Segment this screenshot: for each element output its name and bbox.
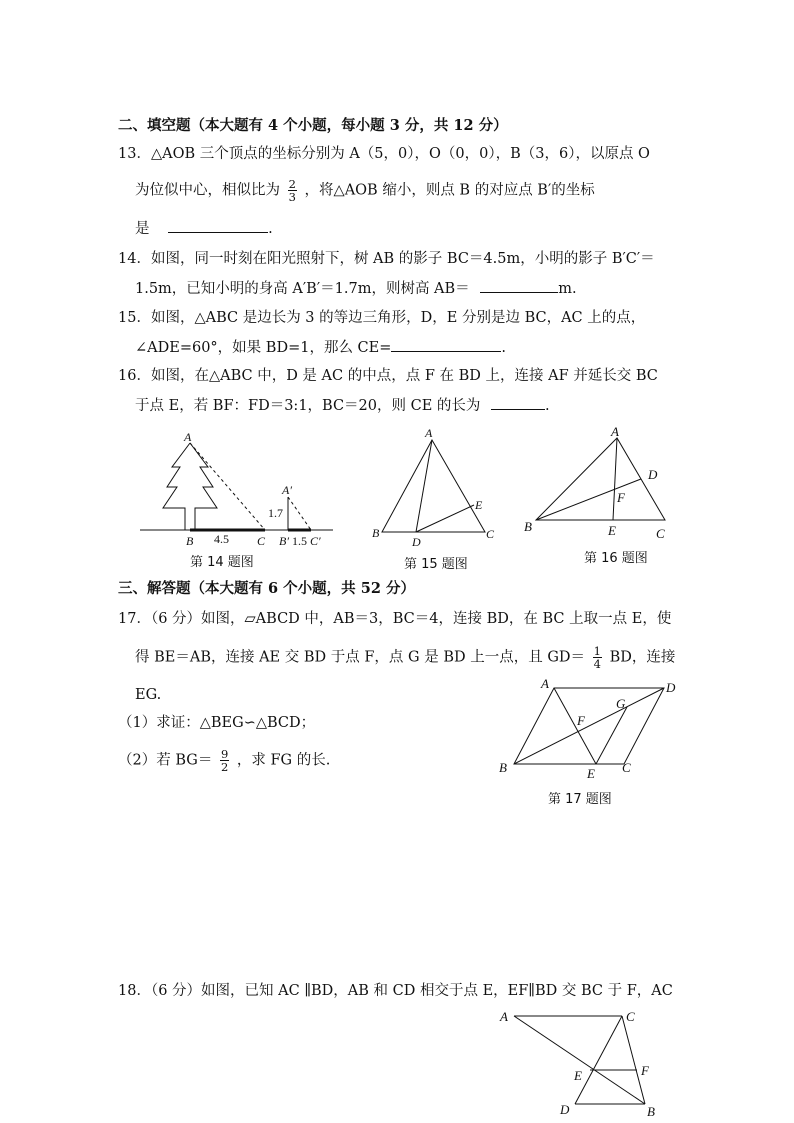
q17-line-2 [135,645,675,670]
q17-text-b: BD，连接 [609,649,676,666]
q17-part2-denominator: 2 [220,760,229,774]
section-3-title: 三、解答题（本大题有 6 个小题，共 52 分） [118,580,415,597]
q17-text-a: 得 BE＝AB，连接 AE 交 BD 于点 F，点 G 是 BD 上一点，且 GD＝ [135,649,586,666]
fig18-label-e: E [574,1068,582,1083]
q13-fraction-numerator: 2 [288,177,296,191]
section-2-title: 二、填空题（本大题有 4 个小题，每小题 3 分，共 12 分） [118,117,508,134]
q16-line-1: 16．如图，在△ABC 中，D 是 AC 的中点，点 F 在 BD 上，连接 AF 并延长交 BC [118,368,658,384]
fig18-label-d: D [560,1102,570,1117]
q16-text-end: . [545,398,550,414]
fig16-label-d: D [648,467,658,482]
q13-text-a: 为位似中心，相似比为 [135,182,280,199]
fig16-segment-ae [613,438,617,520]
fig15-segment-de [416,505,474,532]
fig15-label-c: C [486,527,495,541]
q13-line-1: 13．△AOB 三个顶点的坐标分别为 A（5，0），O（0，0），B（3，6），以原点 O [118,146,650,162]
fig14-label-c-prime: C′ [310,534,321,548]
fig17-label-b: B [499,760,507,775]
fig14-label-height: 1.7 [268,506,283,520]
fig15-label-e: E [475,498,483,512]
fig17-label-d: D [666,680,676,695]
fig14-label-b: B [186,534,194,548]
fig17-label-f: F [577,713,585,728]
q13-text-end: . [268,221,273,237]
fig14-label-a: A [184,430,192,444]
fig18-label-b: B [647,1104,655,1119]
q17-part-1: （1）求证：△BEG∽△BCD； [118,715,316,731]
fig17-caption: 第 17 题图 [548,792,612,807]
q16-text-a: 于点 E，若 BF：FD＝3:1，BC＝20，则 CE 的长为 [135,398,481,414]
q17-part-2 [118,748,330,773]
fig16-label-a: A [611,424,619,439]
fig18-segment-cd [575,1016,622,1104]
fig16-label-c: C [656,526,665,541]
fig14-tree [163,443,217,530]
fig17-diagonal-bd [514,688,664,764]
fig15-label-a: A [425,426,433,440]
q17-fraction-numerator: 1 [593,644,601,658]
q17-fraction [593,645,602,670]
fig17-label-g: G [616,696,626,711]
fig14-label-bc-prime: 1.5 [292,534,307,548]
q17-line-1: 17．（6 分）如图，▱ABCD 中，AB＝3，BC＝4，连接 BD，在 BC 上取一点 E，使 [118,611,672,627]
fig14-label-b-prime: B′ [279,534,289,548]
fig15-label-d: D [412,535,421,549]
fig14-sunray-1 [190,443,265,530]
q17-part2-numerator: 9 [220,747,229,761]
q13-fraction-denominator: 3 [288,190,296,204]
fig16-label-b: B [524,519,532,534]
fig17-label-e: E [587,766,595,781]
fig17-label-a: A [541,676,549,691]
q15-line-1: 15．如图，△ABC 是边长为 3 的等边三角形，D，E 分别是边 BC，AC 上的点， [118,310,646,326]
q14-line-1: 14．如图，同一时刻在阳光照射下，树 AB 的影子 BC＝4.5m，小明的影子 B′C′＝ [118,251,655,267]
q17-part2-text-a: （2）若 BG＝ [118,752,213,769]
q13-text-b: ，将△AOB 缩小，则点 B 的对应点 B′的坐标 [304,182,595,199]
fig15-triangle [382,440,485,532]
fig16-caption: 第 16 题图 [584,551,648,566]
fig17-segment-eg [596,707,627,764]
q14-text-end: m. [558,281,577,297]
q14-text-a: 1.5m，已知小明的身高 A′B′＝1.7m，则树高 AB＝ [135,281,470,297]
fig14-sunray-2 [288,497,311,530]
q13-text-c: 是 [135,221,150,237]
q17-fraction-denominator: 4 [593,657,601,671]
q17-line-3: EG. [135,687,162,703]
fig14-label-a-prime: A′ [282,483,292,497]
q17-part2-text-b: ，求 FG 的长. [236,752,331,769]
q17-part2-fraction [220,748,229,773]
q15-text-end: . [501,340,506,356]
q15-text-a: ∠ADE=60°，如果 BD=1，那么 CE= [135,340,392,356]
fig16-label-e: E [608,523,616,538]
fig17-label-c: C [622,760,631,775]
fig14-label-c: C [257,534,266,548]
fig16-segment-bd [536,479,641,520]
fig15-label-b: B [372,526,380,540]
fig18-label-c: C [626,1009,635,1024]
fig16-triangle [536,438,665,520]
fig14-caption: 第 14 题图 [190,555,254,570]
fig18-label-f: F [641,1063,649,1078]
q18-line-1: 18．（6 分）如图，已知 AC ∥BD，AB 和 CD 相交于点 E，EF∥BD 交 BC 于 F，AC [118,983,673,999]
fig14-label-bc: 4.5 [214,532,229,546]
fig16-label-f: F [617,490,625,505]
fig18-label-a: A [500,1009,508,1024]
fig15-caption: 第 15 题图 [404,557,468,572]
